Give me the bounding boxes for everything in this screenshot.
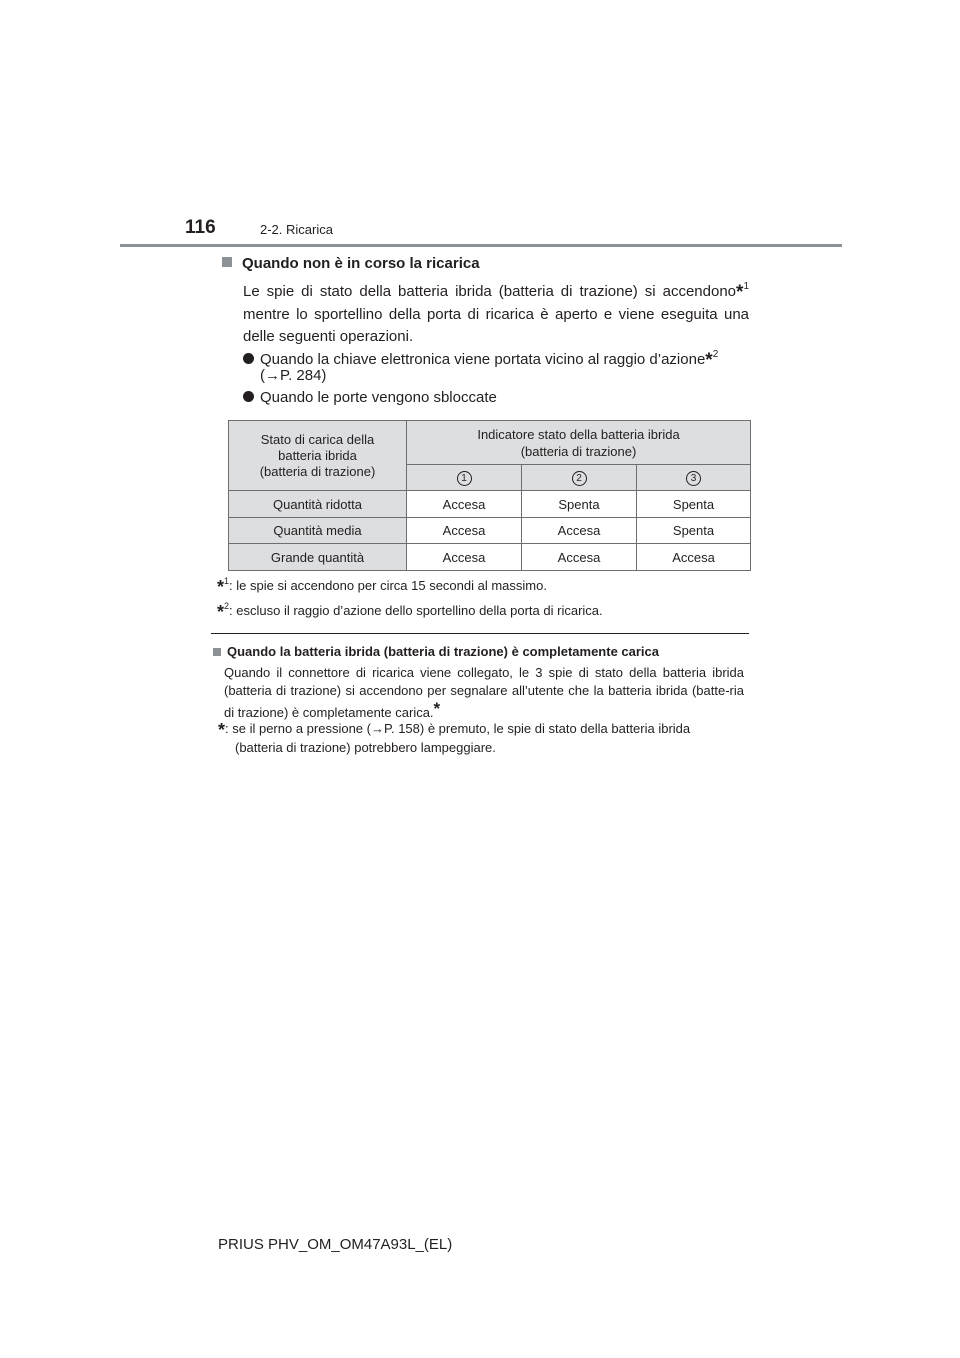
footnote (217, 576, 547, 598)
table-row (229, 491, 751, 518)
page-number: 116 (185, 217, 216, 238)
table-right-header: Indicatore stato della batteria ibrida (batteria di trazione) (407, 421, 751, 465)
subsection-paragraph (224, 664, 744, 722)
footnote-number: 1 (224, 576, 230, 586)
intro-text-a: Le spie di stato della batteria ibrida (batteria di trazione) si accendono (243, 283, 737, 300)
table-row (229, 544, 751, 571)
indicator-header (637, 465, 751, 491)
indicator-header (522, 465, 637, 491)
footnote-text: : escluso il raggio d’azione dello sportellino della porta di ricarica. (229, 603, 603, 618)
footnote-ref: 2 (712, 349, 719, 360)
intro-paragraph (243, 276, 749, 348)
bullet-dot-icon (243, 353, 254, 364)
section-heading (222, 255, 480, 272)
subsection-heading-text: Quando la batteria ibrida (batteria di trazione) è completamente carica (227, 644, 660, 659)
table-cell: Accesa (522, 518, 637, 544)
asterisk-mark: * (705, 350, 713, 371)
table-cell: Accesa (407, 491, 522, 518)
indicator-circle: 1 (457, 471, 472, 486)
document-footer: PRIUS PHV_OM_OM47A93L_(EL) (218, 1236, 453, 1253)
table-left-header: Stato di carica della batteria ibrida (batteria di trazione) (229, 421, 407, 491)
indicator-header (407, 465, 522, 491)
asterisk-mark: * (736, 282, 744, 303)
row-label: Grande quantità (229, 544, 407, 571)
footnote-text: : le spie si accendono per circa 15 secondi al massimo. (229, 578, 547, 593)
square-bullet-icon (222, 257, 232, 267)
asterisk-mark: * (433, 699, 441, 718)
intro-text-b: mentre lo sportellino della porta di ricarica è aperto e viene eseguita una delle seguenti operazioni. (243, 306, 749, 345)
indicator-circle: 3 (686, 471, 701, 486)
bullet-continuation: (→P. 284) (260, 367, 327, 384)
footnote-number: 2 (224, 601, 230, 611)
bullet-item (243, 387, 497, 408)
table-cell: Accesa (522, 544, 637, 571)
section-heading-text: Quando non è in corso la ricarica (242, 255, 480, 272)
header-rule (120, 244, 842, 247)
note-text-line1: : se il perno a pressione (→P. 158) è premuto, le spie di stato della batteria ibrida (225, 721, 691, 736)
table-cell: Spenta (637, 518, 751, 544)
table-cell: Accesa (407, 544, 522, 571)
bullet-dot-icon (243, 391, 254, 402)
status-table (228, 420, 751, 571)
bullet-text: Quando le porte vengono sbloccate (260, 389, 497, 406)
table-cell: Spenta (637, 491, 751, 518)
footnote (217, 601, 603, 623)
table-row (229, 518, 751, 544)
row-label: Quantità ridotta (229, 491, 407, 518)
subsection-heading (213, 644, 659, 659)
bullet-text: Quando la chiave elettronica viene portata vicino al raggio d’azione (260, 351, 706, 368)
indicator-circle: 2 (572, 471, 587, 486)
square-bullet-icon (213, 648, 221, 656)
asterisk-mark: * (218, 720, 226, 740)
table-cell: Accesa (407, 518, 522, 544)
table-cell: Spenta (522, 491, 637, 518)
asterisk-mark: * (217, 577, 225, 597)
footnote-ref: 1 (743, 281, 749, 292)
asterisk-mark: * (217, 602, 225, 622)
row-label: Quantità media (229, 518, 407, 544)
section-divider (211, 633, 749, 634)
subsection-text: Quando il connettore di ricarica viene collegato, le 3 spie di stato della batteria ibrida (batteria di trazione) si accendono per segnalare all’utente che la batteria ibrida (batte-ria di trazione) è completamente carica. (224, 665, 744, 720)
subsection-note (218, 720, 744, 757)
table-cell: Accesa (637, 544, 751, 571)
section-reference: 2-2. Ricarica (260, 222, 333, 237)
note-text-line2: (batteria di trazione) potrebbero lampeggiare. (235, 740, 496, 755)
